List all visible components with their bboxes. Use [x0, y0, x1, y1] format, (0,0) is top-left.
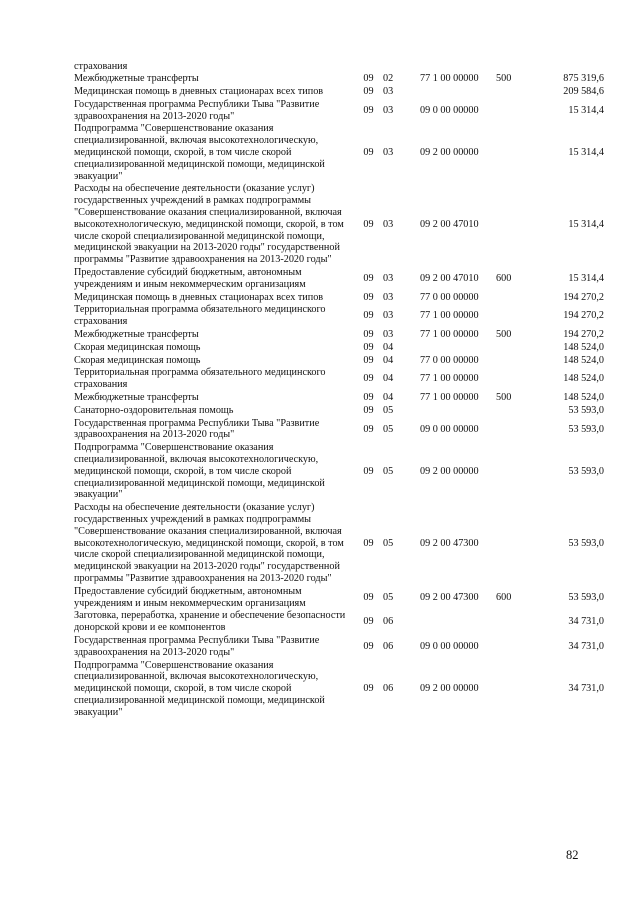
cell-rz: 09 [363, 373, 374, 385]
cell-vr: 600 [496, 591, 512, 603]
cell-csr: 77 0 00 00000 [420, 291, 479, 303]
cell-rz: 09 [363, 404, 374, 416]
table-row [74, 442, 604, 502]
table-row [74, 267, 604, 292]
cell-csr [412, 610, 488, 635]
cell-sum: 194 270,2 [563, 291, 604, 303]
cell-pr: 05 [383, 591, 394, 603]
cell-pr: 03 [383, 272, 394, 284]
cell-sum: 53 593,0 [568, 404, 604, 416]
cell-pr: 03 [383, 291, 394, 303]
cell-rz [356, 60, 381, 73]
cell-pr: 03 [383, 218, 394, 230]
cell-pr: 03 [383, 86, 394, 98]
cell-name: Предоставление субсидий бюджетным, автономным учреждениям и иным некоммерческим организациям [74, 267, 306, 290]
table-row [74, 502, 604, 586]
cell-rz: 09 [363, 640, 374, 652]
cell-name: Подпрограмма "Совершенствование оказания специализированной, включая высокотехнологическую, медицинской помощи, скорой, в том числе скорой специализированной медицинской помощи, медицинской эвакуации" [74, 442, 325, 501]
cell-rz: 09 [363, 423, 374, 435]
cell-vr [488, 123, 532, 183]
cell-vr [488, 86, 532, 99]
cell-name: Территориальная программа обязательного медицинского страхования [74, 367, 326, 391]
table-row [74, 291, 604, 304]
cell-rz: 09 [363, 591, 374, 603]
cell-rz: 09 [363, 147, 374, 159]
cell-rz: 09 [363, 272, 374, 284]
table-row [74, 341, 604, 354]
cell-rz: 09 [363, 465, 374, 477]
cell-vr [488, 442, 532, 502]
cell-vr [488, 291, 532, 304]
cell-name: Предоставление субсидий бюджетным, автономным учреждениям и иным некоммерческим организациям [74, 585, 306, 609]
cell-vr: 500 [496, 73, 512, 85]
cell-vr [488, 404, 532, 417]
cell-rz: 09 [363, 218, 374, 230]
cell-csr: 09 2 00 47010 [420, 272, 479, 284]
cell-pr: 04 [383, 341, 394, 353]
cell-rz: 09 [363, 73, 374, 85]
table-row [74, 60, 604, 73]
cell-pr: 05 [383, 423, 394, 435]
cell-pr: 04 [383, 373, 394, 385]
cell-rz: 09 [363, 329, 374, 341]
cell-vr [488, 60, 532, 73]
cell-name: Расходы на обеспечение деятельности (оказание услуг) государственных учреждений в рамках подпрограммы "Совершенствование оказания специализированной, включая высокотехнологическую, медицинской помощи, скорой, в том числе скорой специализированной медицинской помощи, медицинской эвакуации на 2013-2020 годы" государственной программы "Развитие здравоохранения на 2013-2020 годы" [74, 502, 344, 584]
cell-pr: 04 [383, 392, 394, 404]
cell-sum: 148 524,0 [563, 341, 604, 353]
cell-sum: 15 314,4 [568, 218, 604, 230]
cell-sum: 194 270,2 [563, 329, 604, 341]
cell-rz: 09 [363, 537, 374, 549]
table-row [74, 404, 604, 417]
cell-csr [412, 60, 488, 73]
cell-vr [488, 98, 532, 123]
cell-csr: 77 1 00 00000 [420, 310, 479, 322]
cell-vr [488, 354, 532, 367]
cell-name: Государственная программа Республики Тыва "Развитие здравоохранения на 2013-2020 годы" [74, 417, 320, 441]
cell-csr: 09 0 00 00000 [420, 640, 479, 652]
cell-sum: 53 593,0 [568, 465, 604, 477]
cell-name: Медицинская помощь в дневных стационарах всех типов [74, 291, 324, 303]
cell-csr: 77 0 00 00000 [420, 354, 479, 366]
cell-csr [412, 86, 488, 99]
cell-name: Межбюджетные трансферты [74, 73, 199, 85]
cell-name: Межбюджетные трансферты [74, 392, 199, 404]
cell-vr: 600 [496, 272, 512, 284]
cell-pr: 03 [383, 329, 394, 341]
cell-csr: 09 2 00 47300 [420, 537, 479, 549]
table-row [74, 86, 604, 99]
budget-table [74, 60, 604, 719]
page-number: 82 [566, 848, 579, 862]
cell-name: Государственная программа Республики Тыва "Развитие здравоохранения на 2013-2020 годы" [74, 634, 320, 658]
cell-pr: 05 [383, 404, 394, 416]
cell-csr: 09 2 00 47300 [420, 591, 479, 603]
cell-csr: 09 2 00 00000 [420, 147, 479, 159]
table-row [74, 73, 604, 86]
cell-rz: 09 [363, 291, 374, 303]
cell-rz: 09 [363, 616, 374, 628]
cell-rz: 09 [363, 341, 374, 353]
cell-csr: 09 0 00 00000 [420, 423, 479, 435]
table-row [74, 183, 604, 267]
cell-sum: 34 731,0 [568, 640, 604, 652]
cell-csr: 77 1 00 00000 [420, 373, 479, 385]
cell-name: Скорая медицинская помощь [74, 354, 201, 366]
cell-rz: 09 [363, 86, 374, 98]
cell-sum: 34 731,0 [568, 683, 604, 695]
cell-csr: 09 2 00 47010 [420, 218, 479, 230]
cell-pr: 03 [383, 147, 394, 159]
cell-sum: 148 524,0 [563, 373, 604, 385]
cell-name: Государственная программа Республики Тыва "Развитие здравоохранения на 2013-2020 годы" [74, 98, 320, 122]
cell-pr: 02 [383, 73, 394, 85]
cell-sum: 148 524,0 [563, 354, 604, 366]
cell-csr: 09 2 00 00000 [420, 465, 479, 477]
cell-rz: 09 [363, 683, 374, 695]
cell-sum: 53 593,0 [568, 423, 604, 435]
cell-vr [488, 610, 532, 635]
cell-pr [381, 60, 412, 73]
cell-pr: 05 [383, 465, 394, 477]
table-row [74, 98, 604, 123]
cell-vr: 500 [496, 329, 512, 341]
table-row [74, 417, 604, 442]
cell-sum: 148 524,0 [563, 392, 604, 404]
cell-csr [412, 404, 488, 417]
cell-csr: 77 1 00 00000 [420, 73, 479, 85]
cell-name: страхования [74, 60, 128, 72]
cell-name: Подпрограмма "Совершенствование оказания специализированной, включая высокотехнологическую, медицинской помощи, скорой, в том числе скорой специализированной медицинской помощи, медицинской эвакуации" [74, 659, 325, 718]
cell-vr [488, 341, 532, 354]
cell-vr [488, 367, 532, 392]
cell-csr: 09 0 00 00000 [420, 104, 479, 116]
cell-csr: 09 2 00 00000 [420, 683, 479, 695]
cell-vr [488, 634, 532, 659]
cell-name: Расходы на обеспечение деятельности (оказание услуг) государственных учреждений в рамках подпрограммы "Совершенствование оказания специализированной, включая высокотехнологическую, медицинской помощи, скорой, в том числе скорой специализированной медицинской помощи, медицинской эвакуации на 2013-2020 годы" государственной программы "Развитие здравоохранения на 2013-2020 годы" [74, 183, 344, 266]
cell-sum [532, 60, 604, 73]
cell-name: Подпрограмма "Совершенствование оказания специализированной, включая высокотехнологическую, медицинской помощи, скорой, в том числе скорой специализированной медицинской помощи, медицинской эвакуации" [74, 123, 325, 182]
table-row [74, 610, 604, 635]
cell-pr: 06 [383, 683, 394, 695]
cell-name: Территориальная программа обязательного медицинского страхования [74, 304, 326, 328]
cell-vr [488, 502, 532, 586]
cell-pr: 05 [383, 537, 394, 549]
cell-pr: 03 [383, 310, 394, 322]
table-row [74, 367, 604, 392]
cell-sum: 34 731,0 [568, 616, 604, 628]
cell-name: Медицинская помощь в дневных стационарах всех типов [74, 86, 324, 98]
cell-pr: 04 [383, 354, 394, 366]
cell-sum: 15 314,4 [568, 147, 604, 159]
cell-sum: 53 593,0 [568, 537, 604, 549]
cell-sum: 15 314,4 [568, 272, 604, 284]
cell-vr [488, 417, 532, 442]
table-row [74, 304, 604, 329]
cell-csr [412, 341, 488, 354]
table-row [74, 585, 604, 610]
cell-sum: 875 319,6 [563, 73, 604, 85]
table-row [74, 123, 604, 183]
cell-vr [488, 304, 532, 329]
table-row [74, 634, 604, 659]
cell-sum: 53 593,0 [568, 591, 604, 603]
cell-rz: 09 [363, 354, 374, 366]
cell-sum: 209 584,6 [563, 86, 604, 98]
cell-pr: 06 [383, 640, 394, 652]
table-row [74, 354, 604, 367]
cell-name: Межбюджетные трансферты [74, 329, 199, 341]
table-row [74, 659, 604, 719]
budget-table-body [74, 60, 604, 719]
cell-vr [488, 659, 532, 719]
cell-sum: 15 314,4 [568, 104, 604, 116]
table-row [74, 329, 604, 342]
cell-pr: 06 [383, 616, 394, 628]
cell-vr [488, 183, 532, 267]
cell-csr: 77 1 00 00000 [420, 329, 479, 341]
cell-vr: 500 [496, 392, 512, 404]
cell-rz: 09 [363, 310, 374, 322]
cell-sum: 194 270,2 [563, 310, 604, 322]
cell-csr: 77 1 00 00000 [420, 392, 479, 404]
cell-name: Скорая медицинская помощь [74, 341, 201, 353]
cell-name: Санаторно-оздоровительная помощь [74, 404, 234, 416]
cell-name: Заготовка, переработка, хранение и обеспечение безопасности донорской крови и ее компонентов [74, 610, 346, 634]
cell-rz: 09 [363, 392, 374, 404]
cell-rz: 09 [363, 104, 374, 116]
table-row [74, 392, 604, 405]
cell-pr: 03 [383, 104, 394, 116]
